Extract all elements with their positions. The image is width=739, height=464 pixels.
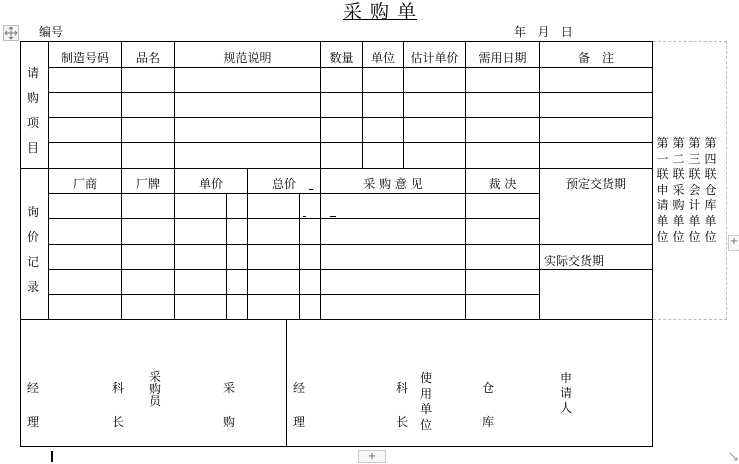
sig-left-purchasing: 采购 — [222, 381, 235, 429]
header-remarks: 备 注 — [577, 51, 614, 65]
request-items-label: 请购项目 — [26, 66, 39, 155]
sig-right-manager: 经理 — [292, 381, 305, 429]
header-required-date: 需用日期 — [478, 51, 527, 65]
inquiry-record-label: 询价记录 — [26, 205, 39, 294]
sig-left-buyer: 采购员 — [148, 370, 161, 408]
plus-icon: + — [367, 451, 377, 462]
resize-diagonal-icon[interactable] — [729, 450, 738, 459]
number-label: 编号 — [39, 25, 64, 39]
header-estimated-price: 估计单价 — [410, 51, 459, 65]
header-total-price: 总价 — [271, 177, 296, 191]
add-column-button[interactable] — [728, 235, 739, 251]
header-product-name: 品名 — [135, 51, 160, 65]
plus-icon: + — [729, 236, 739, 247]
sig-right-user-unit: 使用单位 — [419, 371, 432, 432]
header-manufacture-no: 制造号码 — [60, 51, 109, 65]
header-quantity: 数量 — [329, 51, 354, 65]
header-purchase-opinion: 采 购 意 见 — [363, 177, 423, 191]
header-brand: 厂牌 — [135, 177, 160, 191]
sig-right-chief: 科长 — [395, 381, 408, 429]
sig-right-warehouse: 仓库 — [481, 381, 494, 429]
header-decision: 裁 决 — [488, 177, 517, 191]
copy-3-accounting-unit: 第三联会计单位 — [688, 136, 701, 244]
document-title: 采 购 单 — [342, 1, 418, 23]
header-unit-price: 单价 — [198, 177, 223, 191]
sig-left-manager: 经理 — [26, 381, 39, 429]
add-row-button[interactable] — [358, 450, 386, 463]
header-specification: 规范说明 — [223, 51, 272, 65]
sig-right-applicant: 申请人 — [559, 371, 572, 415]
copy-4-warehouse-unit: 第四联仓库单位 — [704, 136, 717, 244]
header-unit: 单位 — [370, 51, 395, 65]
copy-2-purchasing-unit: 第二联采购单位 — [672, 136, 685, 244]
header-vendor: 厂商 — [72, 177, 97, 191]
date-label: 年 月 日 — [514, 25, 573, 39]
copy-1-applicant-unit: 第一联申请单位 — [656, 136, 669, 244]
sig-left-chief: 科长 — [111, 381, 124, 429]
actual-delivery-label: 实际交货期 — [544, 254, 605, 268]
header-scheduled-delivery: 预定交货期 — [565, 177, 626, 191]
text-cursor — [51, 451, 53, 462]
